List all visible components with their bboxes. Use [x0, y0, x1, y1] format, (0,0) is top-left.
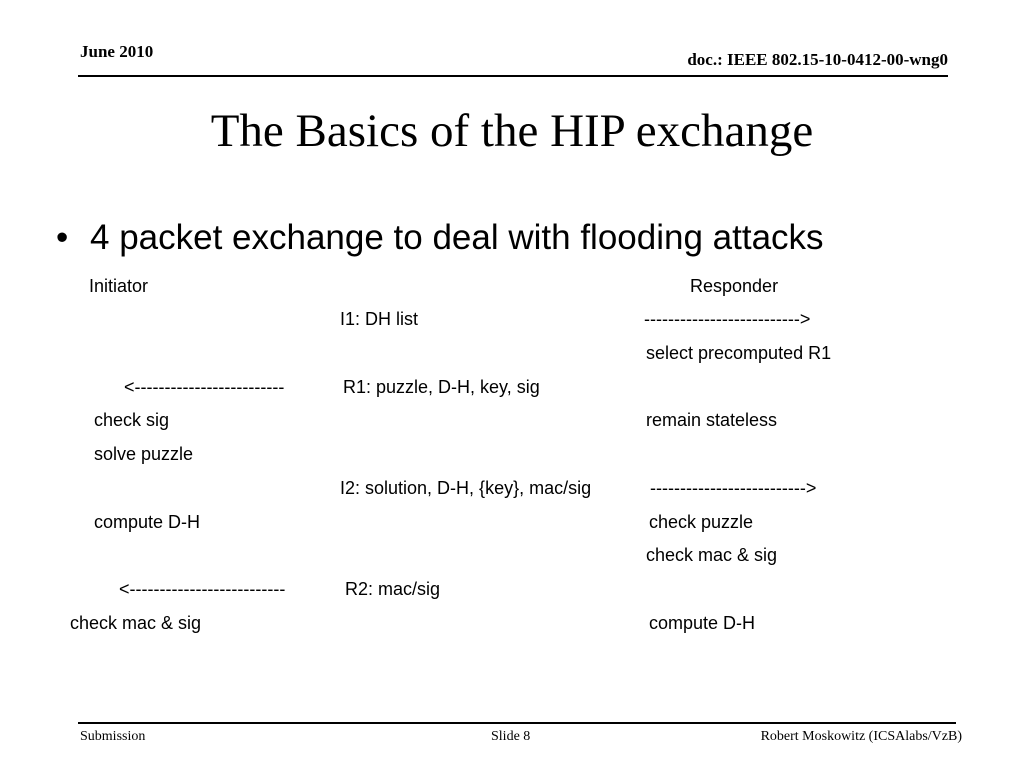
initiator-compute-dh: compute D-H	[94, 512, 201, 532]
header-date: June 2010	[80, 42, 154, 61]
footer-divider	[78, 722, 956, 724]
header-divider	[78, 75, 948, 77]
header-document-id: doc.: IEEE 802.15-10-0412-00-wng0	[687, 50, 948, 69]
slide-title: The Basics of the HIP exchange	[210, 105, 814, 157]
bullet-text: 4 packet exchange to deal with flooding attacks	[90, 218, 824, 257]
responder-compute-dh: compute D-H	[649, 613, 756, 633]
initiator-check-sig: check sig	[94, 410, 170, 430]
r2-arrow: <--------------------------	[119, 579, 286, 599]
i1-message-label: I1: DH list	[340, 309, 419, 329]
bullet-marker: •	[56, 218, 69, 257]
r2-message-label: R2: mac/sig	[345, 579, 441, 599]
initiator-solve-puzzle: solve puzzle	[94, 444, 194, 464]
bullet-item	[56, 218, 824, 258]
responder-select-r1: select precomputed R1	[646, 343, 832, 363]
initiator-label: Initiator	[89, 276, 149, 296]
responder-check-puzzle: check puzzle	[649, 512, 754, 532]
i2-arrow: -------------------------->	[650, 478, 817, 498]
footer-slide-number: Slide 8	[491, 729, 531, 744]
responder-check-mac-sig: check mac & sig	[646, 545, 778, 565]
responder-label: Responder	[690, 276, 779, 296]
initiator-check-mac-sig: check mac & sig	[70, 613, 202, 633]
responder-remain-stateless: remain stateless	[646, 410, 778, 430]
footer-author: Robert Moskowitz (ICSAlabs/VzB)	[760, 729, 962, 744]
r1-message-label: R1: puzzle, D-H, key, sig	[343, 377, 540, 397]
r1-arrow: <-------------------------	[124, 377, 285, 397]
i1-arrow: -------------------------->	[644, 309, 811, 329]
footer-submission: Submission	[80, 729, 146, 744]
i2-message-label: I2: solution, D-H, {key}, mac/sig	[340, 478, 592, 498]
